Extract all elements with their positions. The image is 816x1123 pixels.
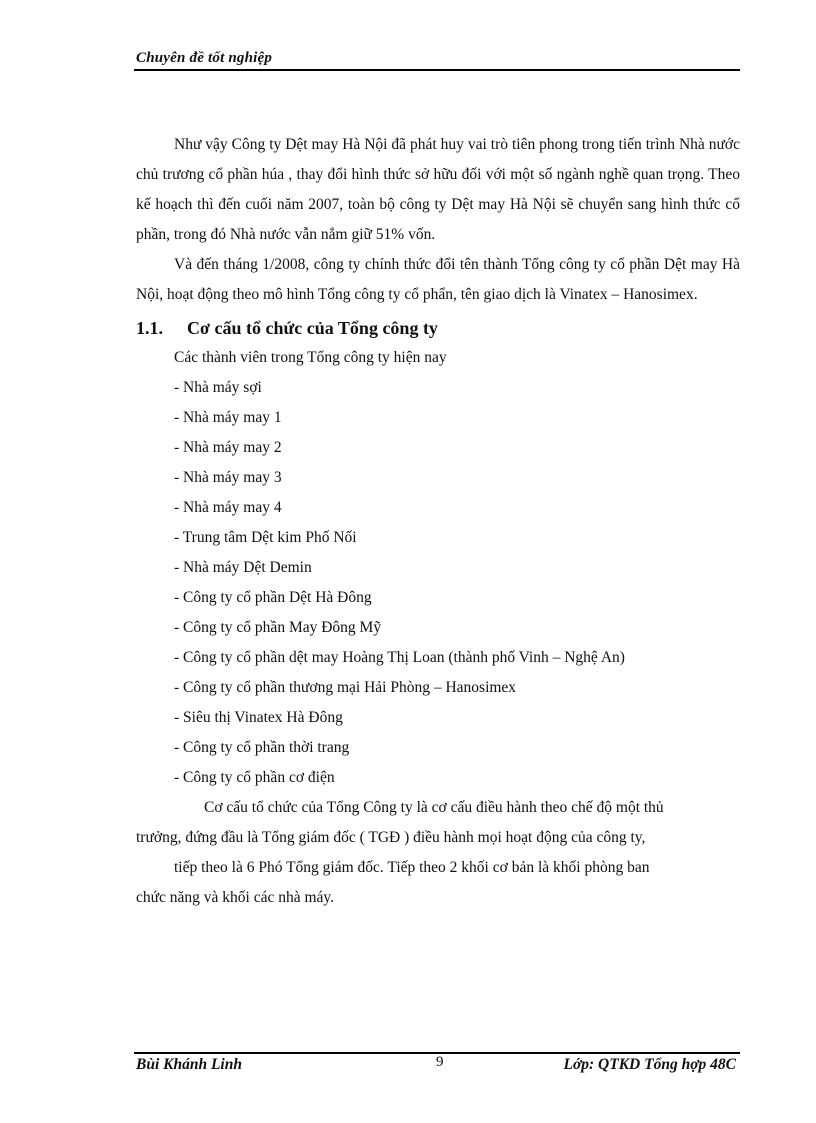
section-heading [136,313,740,343]
header-divider [134,69,740,71]
page-content [136,130,740,913]
list-item: - Công ty cổ phần thương mại Hải Phòng – Hanosimex [174,679,517,696]
page-footer [134,1050,740,1080]
closing-paragraph [136,793,740,913]
list-item: - Nhà máy Dệt Demin [174,559,312,576]
list-item: - Nhà máy may 1 [174,409,282,426]
page-number: 9 [436,1054,444,1070]
footer-class: Lớp: QTKD Tổng hợp 48C [563,1056,736,1073]
closing-line-3: tiếp theo là 6 Phó Tổng giám đốc. Tiếp theo 2 khối cơ bản là khối phòng ban [174,859,650,876]
header-title: Chuyên đề tốt nghiệp [136,50,273,66]
page-header [134,48,740,70]
list-item: - Công ty cổ phần Dệt Hà Đông [174,589,372,606]
closing-line-4: chức năng và khối các nhà máy. [136,889,335,906]
closing-line-2: trưởng, đứng đầu là Tổng giám đốc ( TGĐ ) điều hành mọi hoạt động của công ty, [136,829,646,846]
list-item: - Nhà máy may 2 [174,439,282,456]
paragraph-1: Như vậy Công ty Dệt may Hà Nội đã phát huy vai trò tiên phong trong tiến trình Nhà nước chủ trương cổ phần húa , thay đổi hình thức sở hữu đối với một số ngành nghề quan trọng. Theo kế hoạch thì đến cuối năm 2007, toàn bộ công ty Dệt may Hà Nội sẽ chuyển sang hình thức cổ phần, trong đó Nhà nước vẫn nắm giữ 51% vốn. [136,136,740,243]
list-item: - Công ty cổ phần dệt may Hoàng Thị Loan (thành phố Vinh – Nghệ An) [174,649,625,666]
closing-line-1: Cơ cấu tổ chức của Tổng Công ty là cơ cấu điều hành theo chế độ một thủ [204,799,664,816]
list-item: - Trung tâm Dệt kim Phố Nối [174,529,357,546]
list-item: - Công ty cổ phần thời trang [174,739,350,756]
list-item: - Nhà máy sợi [174,379,262,396]
section-number: 1.1. [136,318,163,338]
list-intro: Các thành viên trong Tổng công ty hiện nay [174,349,447,366]
list-item: - Công ty cổ phần cơ điện [174,769,335,786]
list-item: - Công ty cổ phần May Đông Mỹ [174,619,382,636]
section-title: Cơ cấu tổ chức của Tổng công ty [187,318,438,338]
list-item: - Nhà máy may 4 [174,499,282,516]
paragraph-2: Và đến tháng 1/2008, công ty chính thức đổi tên thành Tổng công ty cổ phần Dệt may Hà Nội, hoạt động theo mô hình Tổng công ty cổ phẩn, tên giao dịch là Vinatex – Hanosimex. [136,256,740,303]
member-list [136,373,740,793]
footer-author: Bùi Khánh Linh [136,1056,242,1073]
list-item: - Siêu thị Vinatex Hà Đông [174,709,343,726]
list-item: - Nhà máy may 3 [174,469,282,486]
